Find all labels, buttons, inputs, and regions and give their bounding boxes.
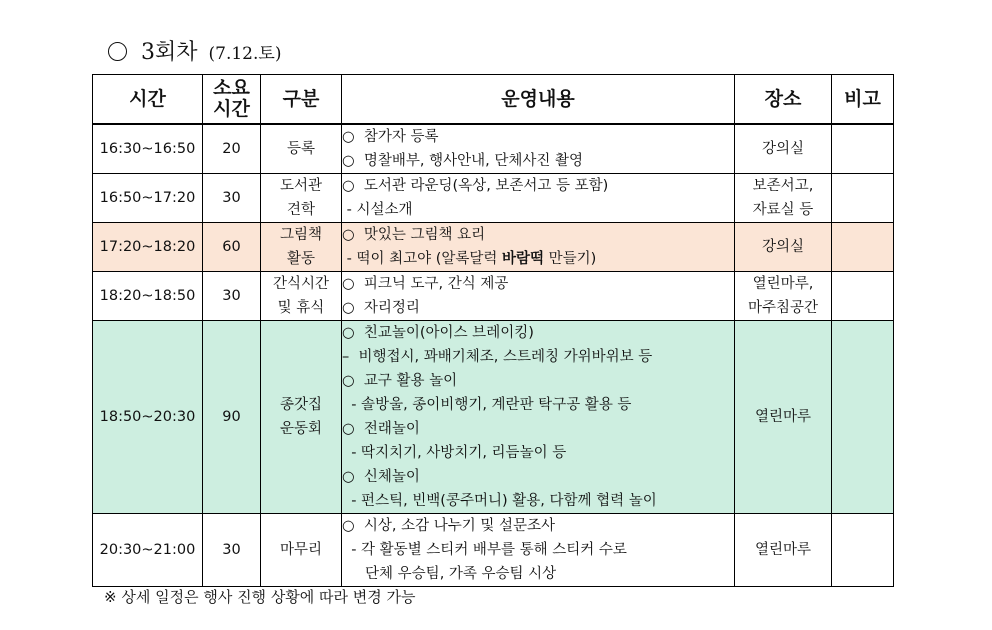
schedule-table — [92, 74, 894, 587]
header-note: 비고 — [832, 75, 894, 125]
content-cell: ○ 피크닉 도구, 간식 제공 ○ 자리정리 — [342, 272, 735, 321]
section-heading — [108, 35, 281, 66]
category-cell: 종갓집 운동회 — [261, 321, 342, 514]
content-cell: ○ 시상, 소감 나누기 및 설문조사 - 각 활동별 스티커 배부를 통해 스티커 수로 단체 우승팀, 가족 우승팀 시상 — [342, 514, 735, 587]
table-row — [93, 272, 894, 321]
header-category: 구분 — [261, 75, 342, 125]
duration-cell: 30 — [203, 174, 261, 223]
table-row — [93, 321, 894, 514]
table-row — [93, 174, 894, 223]
table-row — [93, 514, 894, 587]
place-cell: 열린마루, 마주침공간 — [735, 272, 832, 321]
header-content: 운영내용 — [342, 75, 735, 125]
content-cell: ○ 참가자 등록 ○ 명찰배부, 행사안내, 단체사진 촬영 — [342, 124, 735, 174]
place-cell: 보존서고, 자료실 등 — [735, 174, 832, 223]
time-cell: 20:30~21:00 — [93, 514, 203, 587]
category-cell: 간식시간 및 휴식 — [261, 272, 342, 321]
header-duration: 소요 시간 — [203, 75, 261, 125]
note-cell — [832, 514, 894, 587]
category-cell: 그림책 활동 — [261, 223, 342, 272]
category-cell: 마무리 — [261, 514, 342, 587]
circle-bullet-icon — [108, 42, 127, 61]
session-date: (7.12.토) — [208, 44, 282, 64]
note-cell — [832, 321, 894, 514]
category-cell: 도서관 견학 — [261, 174, 342, 223]
duration-cell: 30 — [203, 514, 261, 587]
duration-cell: 60 — [203, 223, 261, 272]
note-cell — [832, 174, 894, 223]
place-cell: 강의실 — [735, 223, 832, 272]
time-cell: 16:50~17:20 — [93, 174, 203, 223]
emphasis-text: 바람떡 — [502, 251, 545, 267]
duration-cell: 90 — [203, 321, 261, 514]
time-cell: 16:30~16:50 — [93, 124, 203, 174]
time-cell: 18:50~20:30 — [93, 321, 203, 514]
session-number: 3회차 — [141, 40, 198, 65]
note-cell — [832, 223, 894, 272]
duration-cell: 30 — [203, 272, 261, 321]
table-row — [93, 124, 894, 174]
header-time: 시간 — [93, 75, 203, 125]
note-cell — [832, 272, 894, 321]
place-cell: 열린마루 — [735, 514, 832, 587]
content-cell: ○ 도서관 라운딩(옥상, 보존서고 등 포함) - 시설소개 — [342, 174, 735, 223]
time-cell: 17:20~18:20 — [93, 223, 203, 272]
place-cell: 강의실 — [735, 124, 832, 174]
header-row — [93, 75, 894, 125]
content-cell: ○ 맛있는 그림책 요리 - 떡이 최고야 (알록달럭 바람떡 만들기) — [342, 223, 735, 272]
note-cell — [832, 124, 894, 174]
time-cell: 18:20~18:50 — [93, 272, 203, 321]
footnote: ※ 상세 일정은 행사 진행 상황에 따라 변경 가능 — [104, 588, 416, 606]
place-cell: 열린마루 — [735, 321, 832, 514]
table-row — [93, 223, 894, 272]
content-cell: ○ 친교놀이(아이스 브레이킹) – 비행접시, 꽈배기체조, 스트레칭 가위바위보 등 ○ 교구 활용 놀이 - 솔방울, 종이비행기, 계란판 탁구공 활용 등 ○ 전래놀이 - 딱지치기, 사방치기, 리듬놀이 등 ○ 신체놀이 - 펀스틱, 빈백(콩주머니) 활용, 다함께 협력 놀이 — [342, 321, 735, 514]
duration-cell: 20 — [203, 124, 261, 174]
category-cell: 등록 — [261, 124, 342, 174]
header-place: 장소 — [735, 75, 832, 125]
